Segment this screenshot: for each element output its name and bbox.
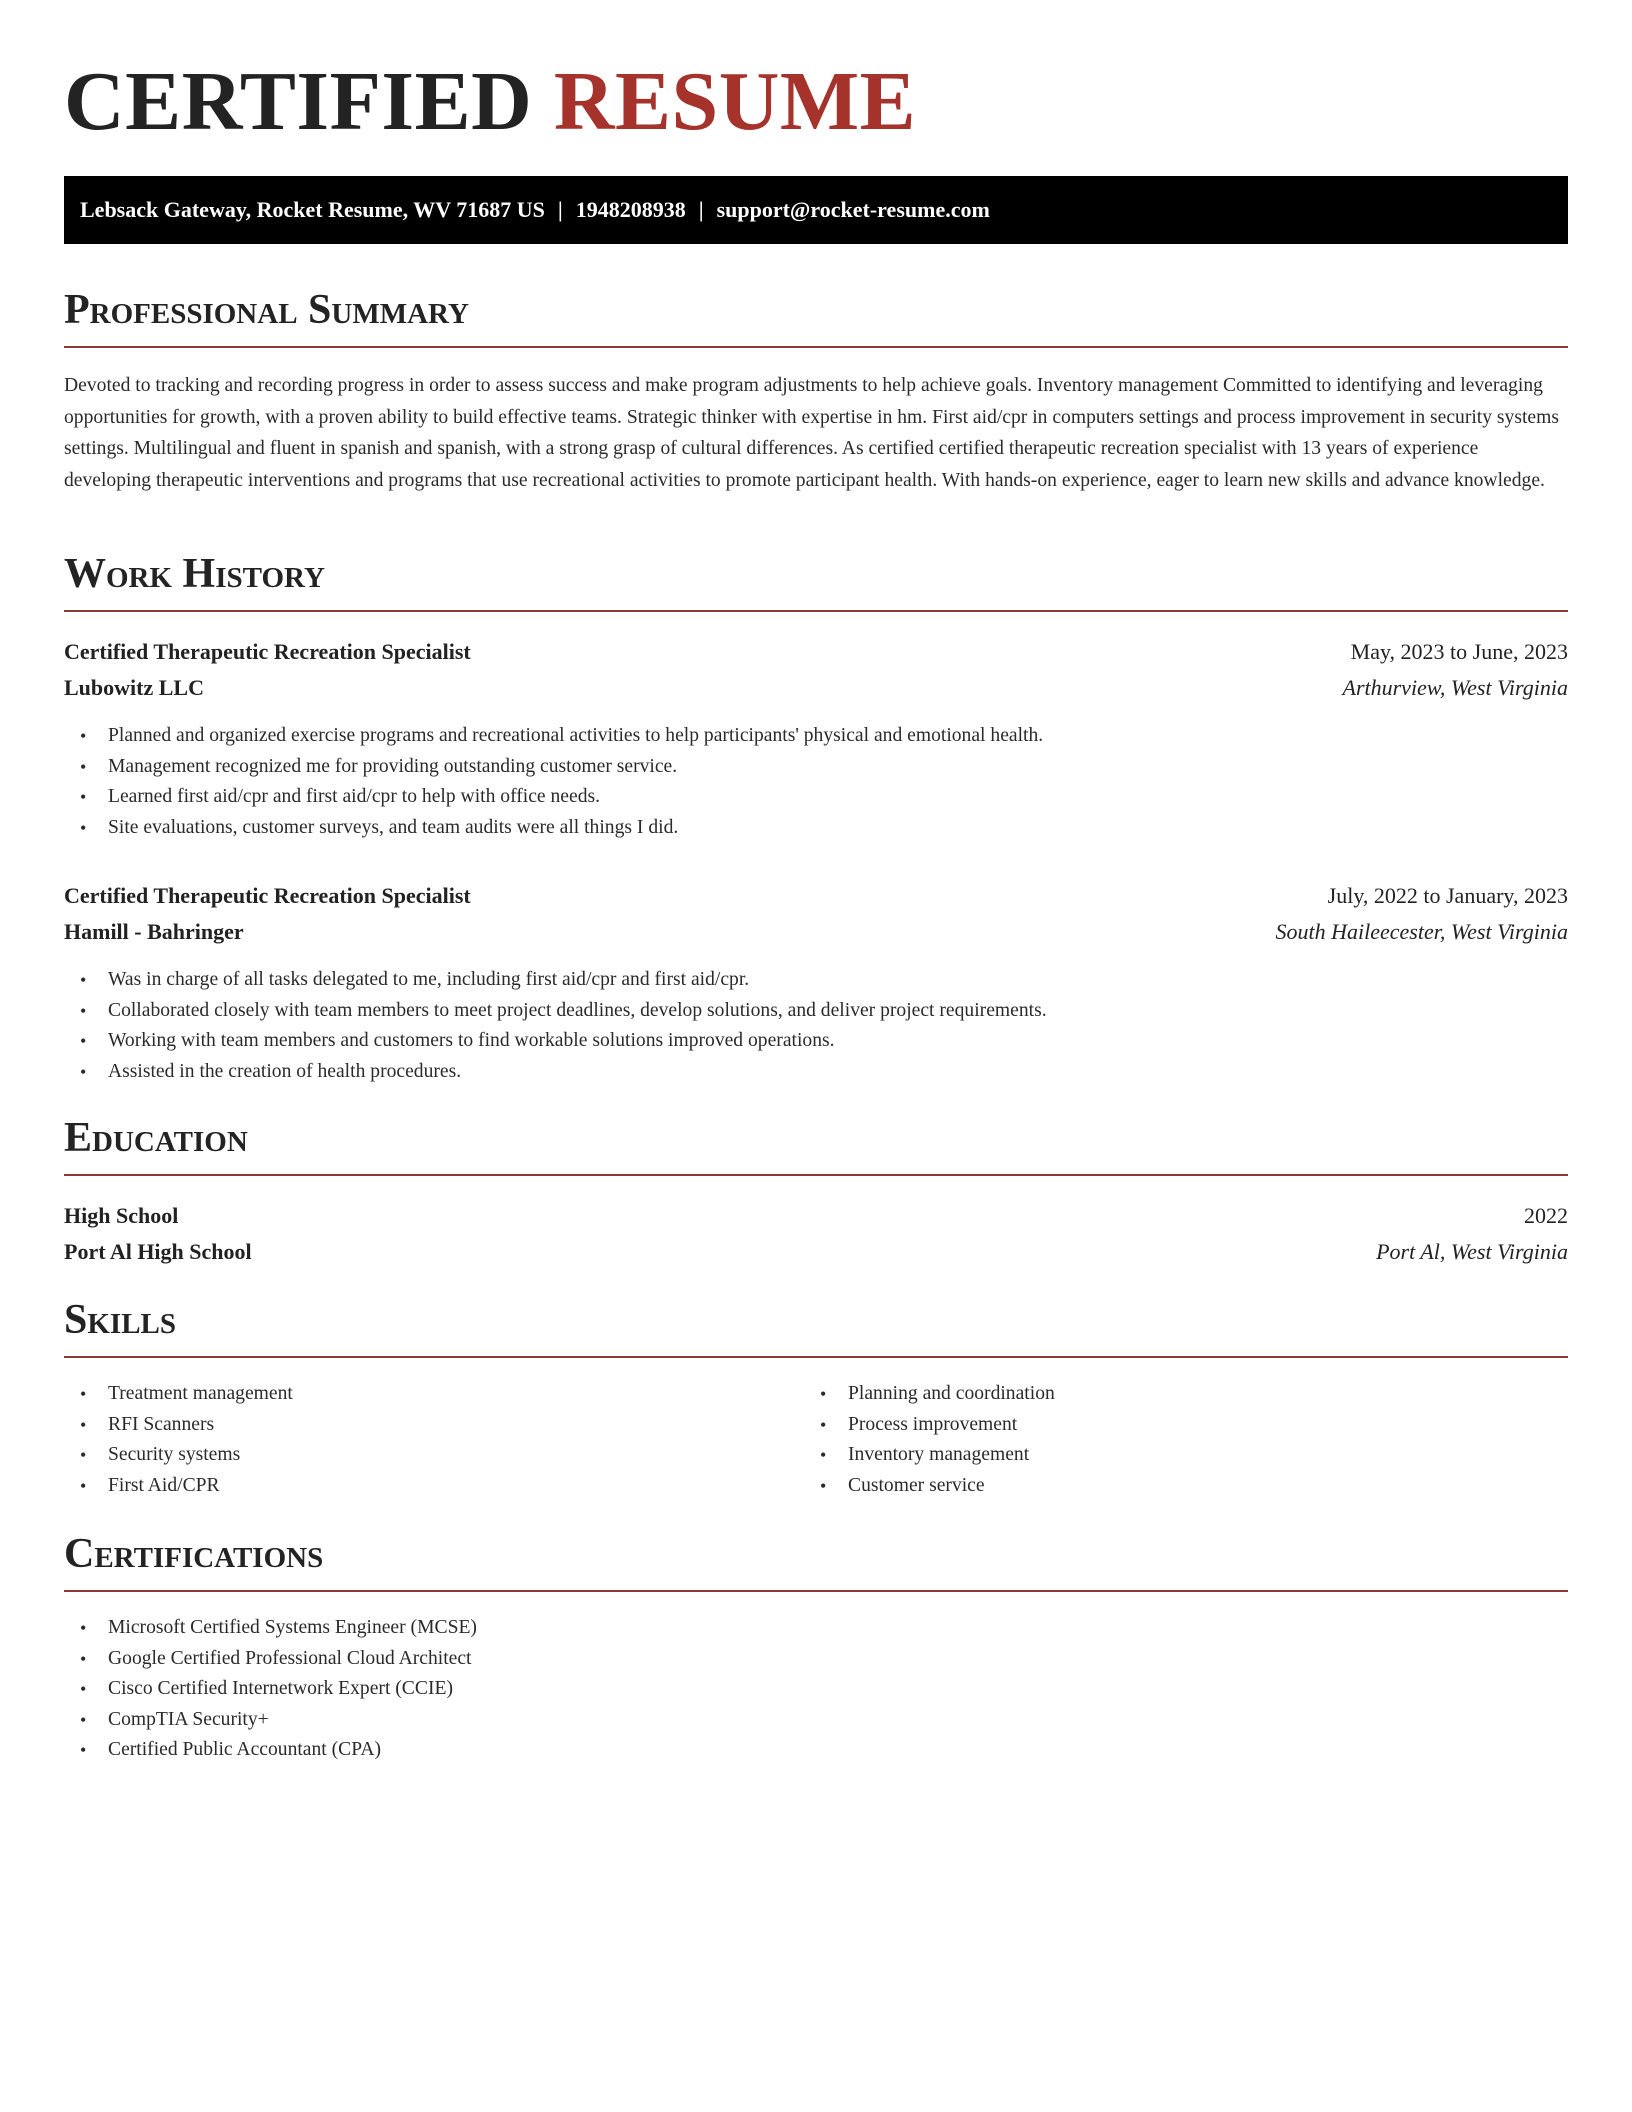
skill-item: • Inventory management	[804, 1440, 1055, 1471]
education-location: Port Al, West Virginia	[1376, 1239, 1568, 1264]
list-item: • Learned first aid/cpr and first aid/cpr to help with office needs.	[64, 782, 1043, 813]
certification-item: • CompTIA Security+	[64, 1705, 477, 1736]
contact-phone: 1948208938	[575, 197, 686, 222]
contact-separator: |	[557, 197, 563, 222]
job-dates: July, 2022 to January, 2023	[1327, 883, 1568, 908]
certifications-heading: Certifications	[64, 1526, 1568, 1592]
skills-list-right	[804, 1379, 1055, 1501]
resume-title	[64, 52, 916, 152]
skill-item: • Planning and coordination	[804, 1379, 1055, 1410]
education-degree: High School	[64, 1203, 179, 1228]
job-1-header	[64, 634, 1568, 670]
list-item: • Management recognized me for providing outstanding customer service.	[64, 752, 1043, 783]
list-item: • Working with team members and customers to find workable solutions improved operations.	[64, 1026, 1047, 1057]
skill-item: • Customer service	[804, 1471, 1055, 1502]
job-title: Certified Therapeutic Recreation Specialist	[64, 639, 471, 664]
list-item: • Assisted in the creation of health procedures.	[64, 1057, 1047, 1088]
job-title: Certified Therapeutic Recreation Specialist	[64, 883, 471, 908]
job-2-company-row	[64, 914, 1568, 950]
list-item: • Planned and organized exercise programs and recreational activities to help participants' physical and emotional health.	[64, 721, 1043, 752]
education-school: Port Al High School	[64, 1239, 252, 1264]
summary-heading: Professional Summary	[64, 282, 1568, 348]
certification-item: • Google Certified Professional Cloud Architect	[64, 1644, 477, 1675]
education-year: 2022	[1524, 1203, 1568, 1228]
skills-heading: Skills	[64, 1292, 1568, 1358]
education-school-row	[64, 1234, 1568, 1270]
list-item: • Collaborated closely with team members to meet project deadlines, develop solutions, and deliver project requirements.	[64, 996, 1047, 1027]
skill-item: • Process improvement	[804, 1410, 1055, 1441]
title-part-2: RESUME	[553, 55, 917, 148]
contact-address: Lebsack Gateway, Rocket Resume, WV 71687 US	[80, 197, 545, 222]
contact-bar	[64, 176, 1568, 244]
job-2-bullets	[64, 965, 1047, 1087]
skill-item: • RFI Scanners	[64, 1410, 293, 1441]
list-item: • Site evaluations, customer surveys, and team audits were all things I did.	[64, 813, 1043, 844]
education-header	[64, 1198, 1568, 1234]
skill-item: • First Aid/CPR	[64, 1471, 293, 1502]
title-part-1: CERTIFIED	[64, 55, 533, 148]
summary-text: Devoted to tracking and recording progress in order to assess success and make program adjustments to help achieve goals. Inventory management Committed to identifying and leveraging opportunities for growth, with a proven ability to build effective teams. Strategic thinker with expertise in hm. First aid/cpr in computers settings and process improvement in security systems settings. Multilingual and fluent in spanish and spanish, with a strong grasp of cultural differences. As certified certified therapeutic recreation specialist with 13 years of experience developing therapeutic interventions and programs that use recreational activities to promote participant health. With hands-on experience, eager to learn new skills and advance knowledge.	[64, 375, 1559, 491]
certification-item: • Certified Public Accountant (CPA)	[64, 1735, 477, 1766]
list-item: • Was in charge of all tasks delegated to me, including first aid/cpr and first aid/cpr.	[64, 965, 1047, 996]
job-company: Hamill - Bahringer	[64, 919, 244, 944]
skills-list-left	[64, 1379, 293, 1501]
certification-item: • Microsoft Certified Systems Engineer (MCSE)	[64, 1613, 477, 1644]
education-heading: Education	[64, 1110, 1568, 1176]
work-history-heading: Work History	[64, 546, 1568, 612]
job-dates: May, 2023 to June, 2023	[1350, 639, 1568, 664]
skill-item: • Treatment management	[64, 1379, 293, 1410]
job-1-bullets	[64, 721, 1043, 843]
contact-separator: |	[698, 197, 704, 222]
job-location: Arthurview, West Virginia	[1342, 675, 1568, 700]
contact-email: support@rocket-resume.com	[716, 197, 990, 222]
job-1-company-row	[64, 670, 1568, 706]
skill-item: • Security systems	[64, 1440, 293, 1471]
certifications-list	[64, 1613, 477, 1766]
job-company: Lubowitz LLC	[64, 675, 204, 700]
job-2-header	[64, 878, 1568, 914]
certification-item: • Cisco Certified Internetwork Expert (CCIE)	[64, 1674, 477, 1705]
job-location: South Haileecester, West Virginia	[1275, 919, 1568, 944]
